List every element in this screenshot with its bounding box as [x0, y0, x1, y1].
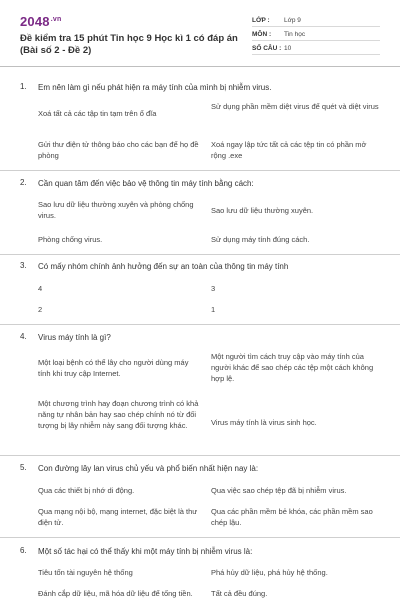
- meta-row-count: [252, 42, 380, 55]
- question-number: 1.: [20, 82, 27, 91]
- meta-value: 10: [284, 44, 292, 52]
- question-divider: [0, 170, 400, 171]
- question-divider: [0, 324, 400, 325]
- answer-option[interactable]: Qua các thiết bị nhớ di động.: [38, 486, 135, 495]
- question-text: Cần quan tâm đến việc bảo vệ thông tin máy tính bằng cách:: [38, 179, 254, 188]
- page-title: Đề kiểm tra 15 phút Tin học 9 Học kì 1 có đáp án (Bài số 2 - Đề 2): [20, 33, 238, 56]
- question-text: Có mấy nhóm chính ảnh hưởng đến sự an toàn của thông tin máy tính: [38, 262, 289, 271]
- answer-option[interactable]: Phòng chống virus.: [38, 235, 103, 244]
- answer-option[interactable]: 4: [38, 284, 43, 293]
- answer-option[interactable]: Xoá tất cả các tập tin tạm trên ổ đĩa: [38, 109, 157, 118]
- question-number: 6.: [20, 546, 27, 555]
- answer-option[interactable]: Gửi thư điện tử thông báo cho các bạn để họ đề phòng: [38, 140, 199, 160]
- answer-option[interactable]: Tất cả đều đúng.: [211, 589, 268, 598]
- answer-option[interactable]: Sao lưu dữ liệu thường xuyên và phòng chống virus.: [38, 200, 194, 220]
- answer-option[interactable]: Qua mạng nội bộ, mạng internet, đặc biệt là thư điện tử.: [38, 507, 198, 527]
- header-divider: [0, 66, 400, 67]
- answer-option[interactable]: Đánh cắp dữ liệu, mã hóa dữ liệu để tống tiền.: [38, 589, 193, 598]
- answer-option[interactable]: Sao lưu dữ liệu thường xuyên.: [211, 206, 314, 215]
- question-divider: [0, 455, 400, 456]
- answer-option[interactable]: Một loại bệnh có thể lây cho người dùng máy tính khi truy cập Internet.: [38, 358, 189, 378]
- answer-option[interactable]: Một người tìm cách truy cập vào máy tính của người khác để sao chép các tệp một cách không hợp lệ.: [211, 352, 374, 383]
- answer-option[interactable]: Sử dụng phần mềm diệt virus để quét và diệt virus: [211, 102, 379, 111]
- question-text: Virus máy tính là gì?: [38, 333, 111, 342]
- answer-option[interactable]: 2: [38, 305, 43, 314]
- answer-option[interactable]: Virus máy tính là virus sinh học.: [211, 418, 317, 427]
- question-number: 2.: [20, 178, 27, 187]
- question-text: Một số tác hại có thể thấy khi một máy tính bị nhiễm virus là:: [38, 547, 253, 556]
- question-divider: [0, 254, 400, 255]
- meta-key: MÔN :: [252, 30, 272, 38]
- meta-row-subject: [252, 28, 380, 41]
- answer-option[interactable]: Tiêu tốn tài nguyên hệ thống: [38, 568, 133, 577]
- answer-option[interactable]: 1: [211, 305, 216, 314]
- meta-key: SỐ CÂU :: [252, 44, 282, 52]
- page-header: [0, 0, 400, 64]
- question-number: 5.: [20, 463, 27, 472]
- answer-option[interactable]: Phá hủy dữ liệu, phá hủy hệ thống.: [211, 568, 328, 577]
- answer-option[interactable]: Qua các phần mềm bẻ khóa, các phần mềm sao chép lậu.: [211, 507, 373, 527]
- question-number: 3.: [20, 261, 27, 270]
- answer-option[interactable]: 3: [211, 284, 216, 293]
- logo-text: 2048: [20, 14, 50, 29]
- meta-value: Lớp 9: [284, 16, 301, 24]
- logo-suffix: .vn: [50, 15, 62, 23]
- answer-option[interactable]: Xoá ngay lập tức tất cả các tệp tin có phần mở rộng .exe: [211, 140, 367, 160]
- meta-key: LỚP :: [252, 16, 270, 24]
- question-divider: [0, 537, 400, 538]
- meta-panel: [252, 14, 380, 56]
- question-text: Em nên làm gì nếu phát hiện ra máy tính của mình bị nhiễm virus.: [38, 83, 272, 92]
- meta-value: Tin học: [284, 30, 306, 38]
- question-text: Con đường lây lan virus chủ yếu và phổ biến nhất hiện nay là:: [38, 464, 259, 473]
- answer-option[interactable]: Sử dụng máy tính đúng cách.: [211, 235, 310, 244]
- answer-option[interactable]: Qua việc sao chép tệp đã bị nhiễm virus.: [211, 486, 347, 495]
- site-logo[interactable]: [20, 14, 61, 29]
- question-number: 4.: [20, 332, 27, 341]
- answer-option[interactable]: Một chương trình hay đoạn chương trình có khả năng tự nhân bản hay sao chép chính nó từ đối tượng bị lây nhiễm này sang đối tượng khác.: [38, 399, 199, 430]
- meta-row-class: [252, 14, 380, 27]
